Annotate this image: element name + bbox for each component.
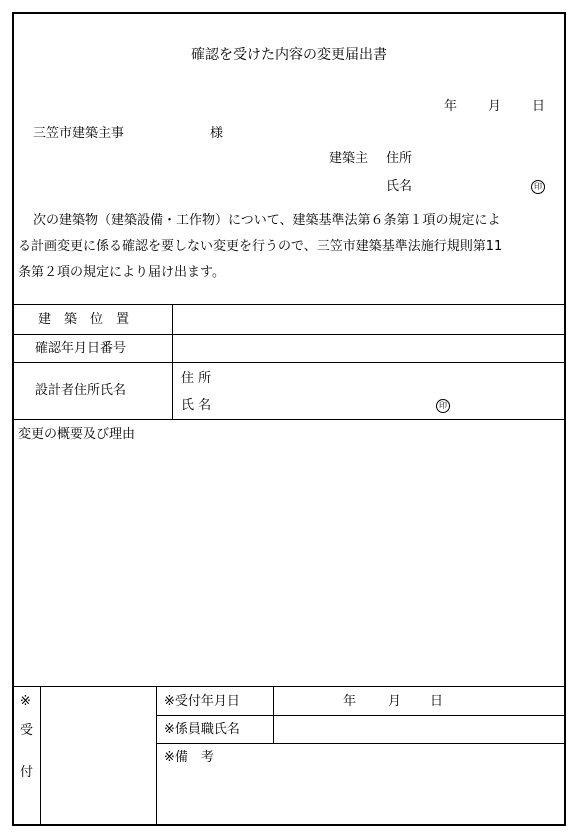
location-label: 建 築 位 置 bbox=[38, 312, 130, 327]
designer-name-label: 氏 名 bbox=[181, 398, 212, 413]
label-column-divider bbox=[172, 304, 173, 419]
reception-char-1: 受 bbox=[20, 723, 34, 738]
date-day-label: 日 bbox=[532, 99, 546, 114]
designer-label: 設計者住所氏名 bbox=[35, 383, 127, 398]
row-divider-1 bbox=[13, 334, 565, 335]
remarks-label: ※備 考 bbox=[164, 750, 214, 765]
reception-divider-1 bbox=[156, 715, 565, 716]
reception-mark-divider bbox=[40, 686, 41, 825]
reception-mark: ※ bbox=[20, 694, 31, 709]
change-summary-field[interactable] bbox=[14, 446, 564, 684]
remarks-field[interactable] bbox=[158, 768, 564, 824]
row-divider-3 bbox=[13, 419, 565, 420]
addressee-honorific: 様 bbox=[210, 126, 224, 141]
reception-stamp-divider bbox=[156, 686, 157, 825]
addressee-name: 三笠市建築主事 bbox=[33, 126, 125, 141]
date-month-label: 月 bbox=[488, 99, 502, 114]
body-line-1: 次の建築物（建築設備・工作物）について、建築基準法第６条第１項の規定によ bbox=[33, 213, 501, 228]
designer-seal-icon: 印 bbox=[436, 398, 450, 413]
officer-label: ※係員職氏名 bbox=[164, 722, 240, 737]
form-title: 確認を受けた内容の変更届出書 bbox=[191, 47, 387, 63]
body-line-2: る計画変更に係る確認を要しない変更を行うので、三笠市建築基準法施行規則第11 bbox=[18, 239, 503, 254]
reception-value-divider bbox=[273, 686, 274, 743]
applicant-name-label: 氏名 bbox=[386, 179, 413, 194]
confirmation-label: 確認年月日番号 bbox=[35, 341, 127, 356]
officer-field[interactable] bbox=[275, 717, 564, 742]
confirmation-field[interactable] bbox=[174, 336, 564, 361]
reception-char-2: 付 bbox=[20, 765, 34, 780]
date-year-label: 年 bbox=[444, 99, 458, 114]
row-divider-2 bbox=[13, 362, 565, 363]
applicant-address-label: 住所 bbox=[386, 151, 413, 166]
location-field[interactable] bbox=[174, 306, 564, 333]
reception-divider-2 bbox=[156, 743, 565, 744]
applicant-role: 建築主 bbox=[329, 151, 369, 166]
reception-date-year: 年 bbox=[343, 694, 357, 709]
reception-top-border bbox=[13, 686, 565, 687]
table-top-border bbox=[13, 304, 565, 305]
body-line-3: 条第２項の規定により届け出ます。 bbox=[18, 265, 225, 280]
reception-date-month: 月 bbox=[388, 694, 402, 709]
designer-address-label: 住 所 bbox=[181, 371, 212, 386]
applicant-seal-icon: 印 bbox=[531, 179, 545, 194]
change-summary-label: 変更の概要及び理由 bbox=[18, 427, 136, 442]
reception-date-day: 日 bbox=[430, 694, 444, 709]
reception-date-label: ※受付年月日 bbox=[164, 694, 240, 709]
